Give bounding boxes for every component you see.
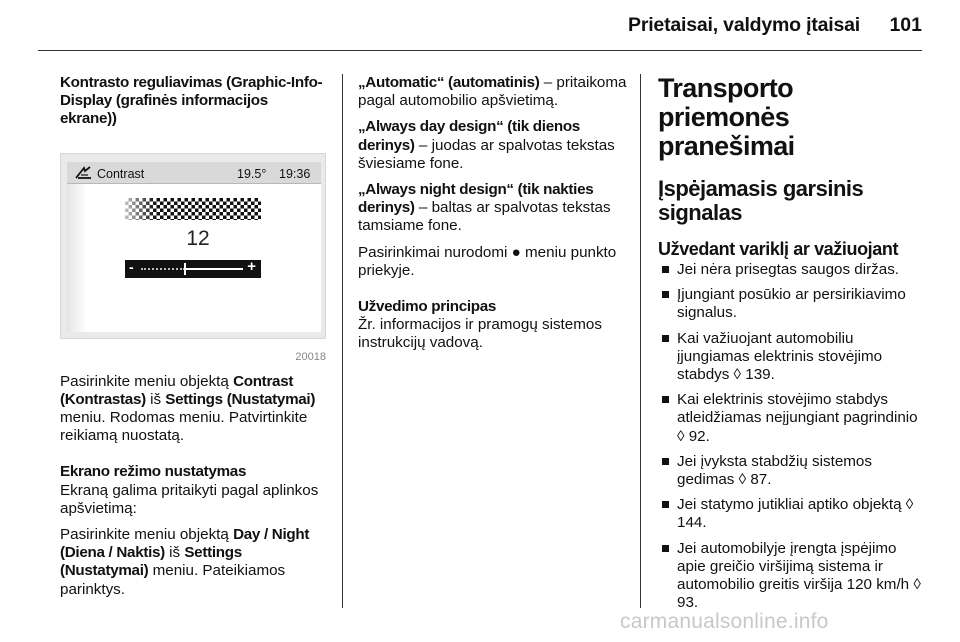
operation-principle-heading: Užvedimo principas [358,298,497,316]
display-panel [67,162,321,332]
pattern-fade [125,198,155,220]
warning-chime-list [658,261,926,612]
list-item: Jei statymo jutikliai aptiko objektą ◊ 144. [658,496,926,532]
display-mode-instructions: Pasirinkite meniu objektą Day / Night (Diena / Naktis) iš Settings (Nustatymai) meniu. Pateikiamos parinktys. [60,526,310,598]
header-divider [38,50,922,51]
subsubsection-title: Užvedant variklį ar važiuojant [658,239,899,259]
slider-track-solid [185,268,243,270]
figure-number: 20018 [295,350,326,363]
list-item: Jei nėra prisegtas saugos diržas. [658,261,926,279]
slider-plus: + [247,257,256,275]
section-title: Transporto priemonės pranešimai [658,73,795,161]
display-mode-intro: Ekraną galima pritaikyti pagal aplinkos apšvietimą: [60,481,319,517]
list-item: Kai elektrinis stovėjimo stabdys atleidžiamas neįjungiant pagrindinio ◊ 92. [658,391,926,446]
contrast-display-figure [60,153,326,365]
column-3 [658,74,926,619]
display-title: Contrast [97,166,145,181]
option-day-design: „Always day design“ (tik dienos derinys) – juodas ar spalvotas tekstas šviesiame fone. [358,118,615,172]
contrast-slider [125,257,261,278]
display-screen [60,153,326,339]
column-2 [358,74,628,353]
slider-track-dotted [141,268,185,270]
slider-knob [184,263,186,275]
display-side-shade [67,184,87,332]
slider-minus: - [129,258,134,275]
list-item: Jei įvyksta stabdžių sistemos gedimas ◊ 87. [658,453,926,489]
option-night-design: „Always night design“ (tik nakties derinys) – baltas ar spalvotas tekstas tamsiame fone. [358,181,611,235]
running-header-title: Prietaisai, valdymo įtaisai [628,14,860,36]
display-mode-heading: Ekrano režimo nustatymas [60,463,247,481]
contrast-settings-icon [75,166,93,184]
contrast-instructions: Pasirinkite meniu objektą Contrast (Kontrastas) iš Settings (Nustatymai) meniu. Rodomas meniu. Patvirtinkite reikiamą nuostatą. [60,372,316,445]
selection-note: Pasirinkimai nurodomi ● meniu punkto priekyje. [358,243,617,279]
list-item: Įjungiant posūkio ar persirikiavimo signalus. [658,286,926,322]
selected-dot-icon: ● [511,243,521,261]
list-item: Jei automobilyje įrengta įspėjimo apie greičio viršijimą sistema ir automobilio greitis viršija 120 km/h ◊ 93. [658,540,926,613]
contrast-heading: Kontrasto reguliavimas (Graphic-Info-Display (grafinės informacijos ekrane)) [60,74,323,128]
site-watermark: carmanualsonline.info [620,610,829,633]
subsection-title: Įspėjamasis garsinis signalas [658,176,864,225]
operation-principle-text: Žr. informacijos ir pramogų sistemos instrukcijų vadovą. [358,316,602,352]
page-number: 101 [889,14,922,36]
column-divider-2 [640,74,641,608]
display-temperature: 19.5° [237,166,267,181]
display-time: 19:36 [279,166,311,181]
contrast-value: 12 [186,226,210,250]
column-1 [60,74,326,599]
display-status-bar [67,162,321,184]
option-automatic: „Automatic“ (automatinis) – pritaikoma pagal automobilio apšvietimą. [358,74,627,110]
column-divider-1 [342,74,343,608]
list-item: Kai važiuojant automobiliu įjungiamas elektrinis stovėjimo stabdys ◊ 139. [658,330,926,385]
